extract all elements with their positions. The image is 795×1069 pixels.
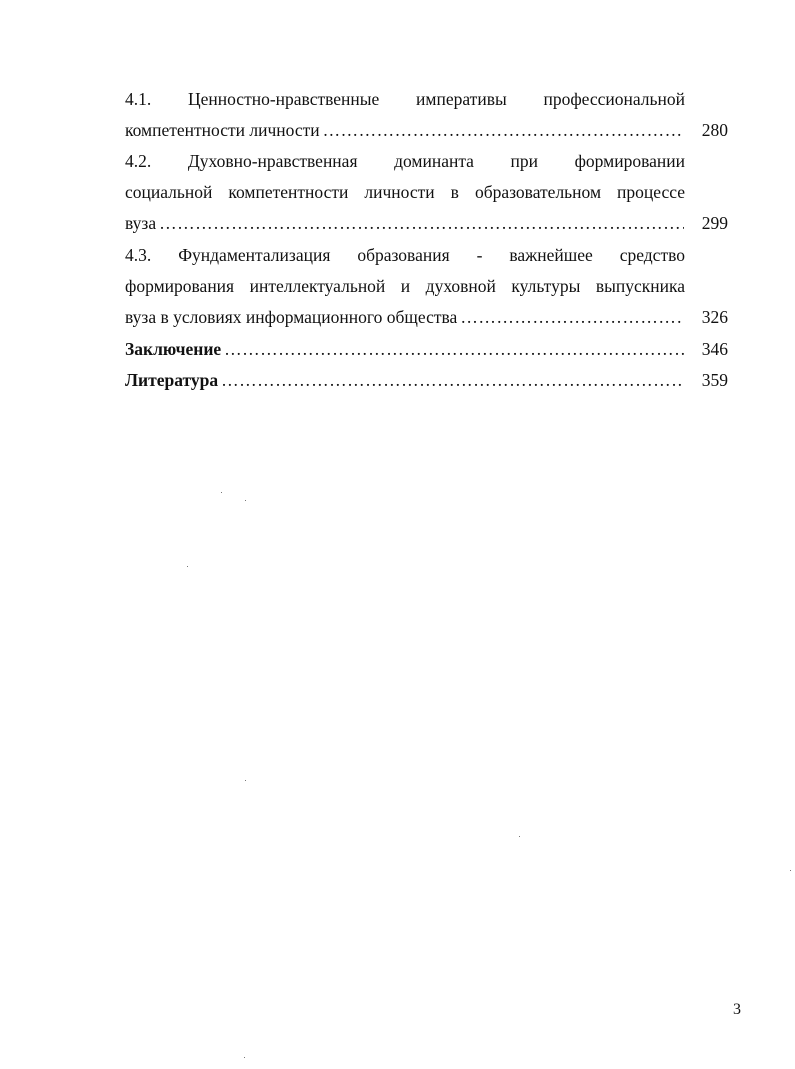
scan-speck bbox=[245, 500, 246, 501]
toc-entry-4-2-line-3 bbox=[125, 211, 728, 235]
scan-speck bbox=[245, 780, 246, 781]
toc-entry-4-1-line-2 bbox=[125, 118, 728, 142]
toc-dot-leader bbox=[460, 305, 684, 329]
toc-entry-4-3-line-1: 4.3. Фундаментализация образования - важнейшее средство bbox=[125, 245, 685, 265]
toc-entry-4-1-page: 280 bbox=[701, 120, 728, 140]
toc-entry-4-3-line-2: формирования интеллектуальной и духовной культуры выпускника bbox=[125, 276, 685, 296]
scan-speck bbox=[187, 566, 188, 567]
toc-entry-literature bbox=[125, 368, 728, 392]
toc-entry-conclusion bbox=[125, 337, 728, 361]
toc-entry-4-3-line-3 bbox=[125, 305, 728, 329]
toc-entry-4-2-line-1: 4.2. Духовно-нравственная доминанта при формировании bbox=[125, 151, 685, 171]
scan-speck bbox=[790, 870, 791, 871]
toc-entry-4-2-line-2: социальной компетентности личности в образовательном процессе bbox=[125, 182, 685, 202]
scan-speck bbox=[221, 492, 222, 493]
toc-entry-literature-page: 359 bbox=[701, 370, 728, 390]
toc-dot-leader bbox=[323, 118, 684, 142]
toc-dot-leader bbox=[221, 368, 684, 392]
scan-speck bbox=[244, 1057, 245, 1058]
scan-speck bbox=[519, 836, 520, 837]
toc-entry-conclusion-page: 346 bbox=[701, 339, 728, 359]
toc-entry-4-2-page: 299 bbox=[701, 213, 728, 233]
toc-entry-conclusion-title: Заключение bbox=[125, 339, 222, 359]
toc-entry-4-1-title-end: компетентности личности bbox=[125, 120, 320, 140]
toc-entry-4-3-title-end: вуза в условиях информационного общества bbox=[125, 307, 458, 327]
toc-dot-leader bbox=[159, 211, 684, 235]
toc-entry-4-3-page: 326 bbox=[701, 307, 728, 327]
toc-dot-leader bbox=[224, 337, 684, 361]
page-number: 3 bbox=[733, 1001, 741, 1018]
toc-entry-4-2-title-end: вуза bbox=[125, 213, 157, 233]
toc-entry-4-1-line-1: 4.1. Ценностно-нравственные императивы профессиональной bbox=[125, 89, 685, 109]
toc-entry-literature-title: Литература bbox=[125, 370, 219, 390]
